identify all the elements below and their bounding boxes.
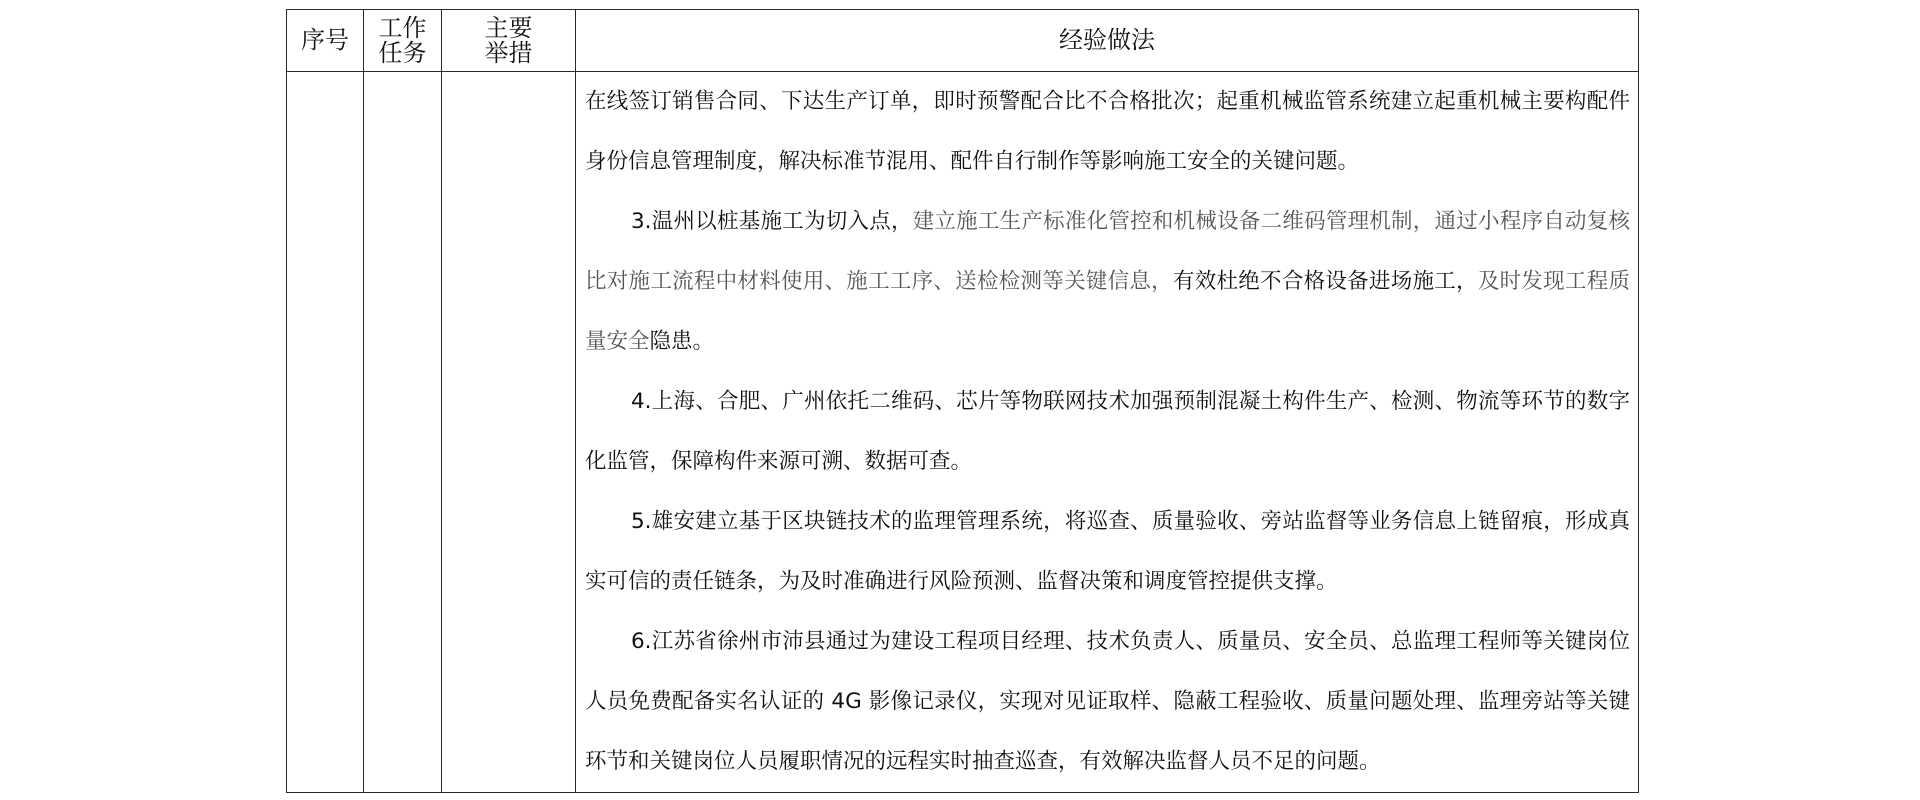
paragraph-segment: 隐患。 [649, 329, 715, 354]
experience-paragraph [585, 192, 1630, 372]
experience-table [286, 9, 1639, 793]
header-main-measures-line1: 主要 [484, 13, 533, 42]
header-work-task-line2: 任务 [378, 38, 427, 67]
work-task-cell [364, 72, 442, 793]
header-main-measures-line2: 举措 [484, 38, 533, 67]
header-main-measures [442, 10, 576, 72]
experience-paragraph [585, 72, 1630, 192]
header-experience-practice: 经验做法 [576, 10, 1639, 72]
paragraph-segment: 建立施工生产标准化管控和机械设备二维码管理机制，通过小程序自动复核比对施工流程中材料使用、施工工序、送检检测等关键信息， [585, 209, 1630, 294]
paragraph-segment: 3.温州以桩基施工为切入点， [631, 209, 913, 234]
paragraph-segment: 及时发现工程质量安全 [585, 269, 1630, 354]
paragraph-segment: 5.雄安建立基于区块链技术的监理管理系统，将巡查、质量验收、旁站监督等业务信息上链留痕，形成真实可信的责任链条，为及时准确进行风险预测、监督决策和调度管控提供支撑。 [585, 509, 1630, 594]
experience-paragraph [585, 492, 1630, 612]
paragraph-segment: 有效杜绝不合格设备进场施工， [1172, 269, 1478, 294]
experience-paragraph [585, 612, 1630, 792]
table-row [287, 72, 1639, 793]
paragraph-segment: 4.上海、合肥、广州依托二维码、芯片等物联网技术加强预制混凝土构件生产、检测、物流等环节的数字化监管，保障构件来源可溯、数据可查。 [585, 389, 1630, 474]
main-measures-cell [442, 72, 576, 793]
header-work-task-line1: 工作 [378, 13, 427, 42]
header-serial-number: 序号 [287, 10, 364, 72]
experience-practice-cell [576, 72, 1639, 793]
experience-paragraph [585, 372, 1630, 492]
paragraph-segment: 在线签订销售合同、下达生产订单，即时预警配合比不合格批次；起重机械监管系统建立起重机械主要构配件身份信息管理制度，解决标准节混用、配件自行制作等影响施工安全的关键问题。 [585, 89, 1630, 174]
table-header-row [287, 10, 1639, 72]
header-work-task [364, 10, 442, 72]
paragraph-segment: 6.江苏省徐州市沛县通过为建设工程项目经理、技术负责人、质量员、安全员、总监理工程师等关键岗位人员免费配备实名认证的 4G 影像记录仪，实现对见证取样、隐蔽工程验收、质量问题处理、监理旁站等关键环节和关键岗位人员履职情况的远程实时抽查巡查，有效解决监督人员不足的问题。 [585, 629, 1630, 774]
serial-number-cell [287, 72, 364, 793]
